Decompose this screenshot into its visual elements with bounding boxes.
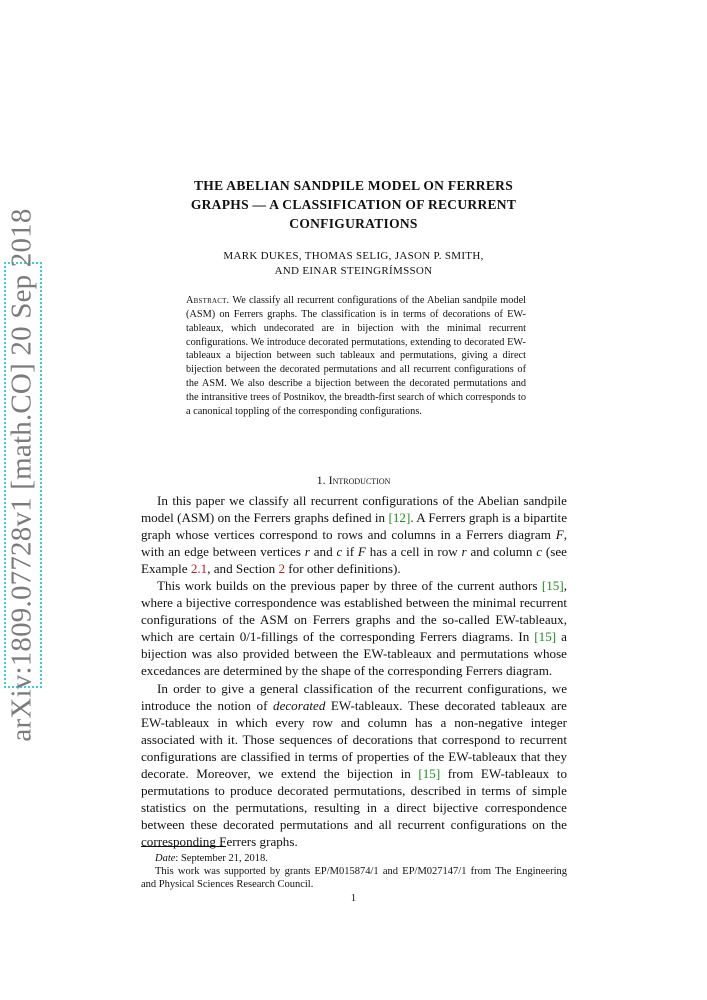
footnotes (141, 852, 567, 892)
arxiv-identifier: arXiv:1809.07728v1 [math.CO] 20 Sep 2018 (5, 208, 38, 742)
abstract-text: We classify all recurrent configurations of the Abelian sandpile model (ASM) on Ferrers graphs. The classification is in terms of decorations of EW-tableaux, which undecorated are in bijection with the minimal recurrent configurations. We introduce decorated permutations, extending to decorated EW-tableaux a bijection between such tableaux and permutations, giving a direct bijection between the decorated permutations and all recurrent configurations of the ASM. We also describe a bijection between the decorated permutations and the intransitive trees of Postnikov, the breadth-first search of which corresponds to a canonical toppling of the corresponding configurations. (186, 295, 527, 417)
paragraph-3: In order to give a general classification of the recurrent configurations, we introduce the notion of decorated EW-tableaux. These decorated tableaux are EW-tableaux in which every row and column has a non-negative integer associated with it. Those sequences of decorations that correspond to recurrent configurations are classified in terms of properties of the EW-tableaux that they decorate. Moreover, we extend the bijection in [15] from EW-tableaux to permutations to produce decorated permutations, described in terms of simple statistics on the permutations, resulting in a direct bijective correspondence between these decorated permutations and all recurrent configurations on the corresponding Ferrers graphs. (141, 680, 567, 849)
example-reference-link[interactable]: 2.1 (190, 561, 208, 577)
authors-line-1: MARK DUKES, THOMAS SELIG, JASON P. SMITH, (223, 250, 484, 262)
title-line-2: GRAPHS — A CLASSIFICATION OF RECURRENT (190, 197, 517, 212)
footnote-rule (141, 846, 226, 847)
paragraph-2: This work builds on the previous paper by three of the current authors [15], where a bijective correspondence was established between the minimal recurrent configurations of the ASM on Ferrers graphs and the so-called EW-tableaux, which are certain 0/1-fillings of the corresponding Ferrers diagrams. In [15] a bijection was also provided between the EW-tableaux and permutations whose excedances are determined by the shape of the corresponding Ferrers diagram. (141, 578, 567, 679)
paragraph-1: In this paper we classify all recurrent configurations of the Abelian sandpile model (ASM) on the Ferrers graphs defined in [12]. A Ferrers graph is a bipartite graph whose vertices correspond to rows and columns in a Ferrers diagram F, with an edge between vertices r and c if F has a cell in row r and column c (see Example 2.1, and Section 2 for other definitions). (141, 493, 568, 577)
citation-link[interactable]: [12] (388, 510, 411, 526)
author-list (100, 249, 607, 279)
citation-link[interactable]: [15] (418, 765, 441, 781)
paper-title (100, 176, 607, 233)
abstract-heading: Abstract. (186, 295, 230, 306)
section-number: 1. (316, 473, 326, 487)
title-line-3: CONFIGURATIONS (289, 216, 418, 231)
funding-footnote: This work was supported by grants EP/M015874/1 and EP/M027147/1 from The Engineering and Physical Sciences Research Council. (141, 866, 567, 891)
title-line-1: THE ABELIAN SANDPILE MODEL ON FERRERS (193, 178, 514, 193)
body-text (141, 492, 567, 850)
date-footnote: Date: September 21, 2018. (155, 853, 268, 864)
page-number: 1 (350, 893, 357, 904)
abstract (186, 294, 526, 419)
section-heading (100, 473, 607, 488)
authors-line-2: AND EINAR STEINGRÍMSSON (274, 265, 433, 277)
citation-link[interactable]: [15] (541, 578, 564, 594)
section-reference-link[interactable]: 2 (278, 561, 286, 577)
citation-link[interactable]: [15] (534, 629, 557, 645)
section-name: Introduction (328, 473, 391, 487)
